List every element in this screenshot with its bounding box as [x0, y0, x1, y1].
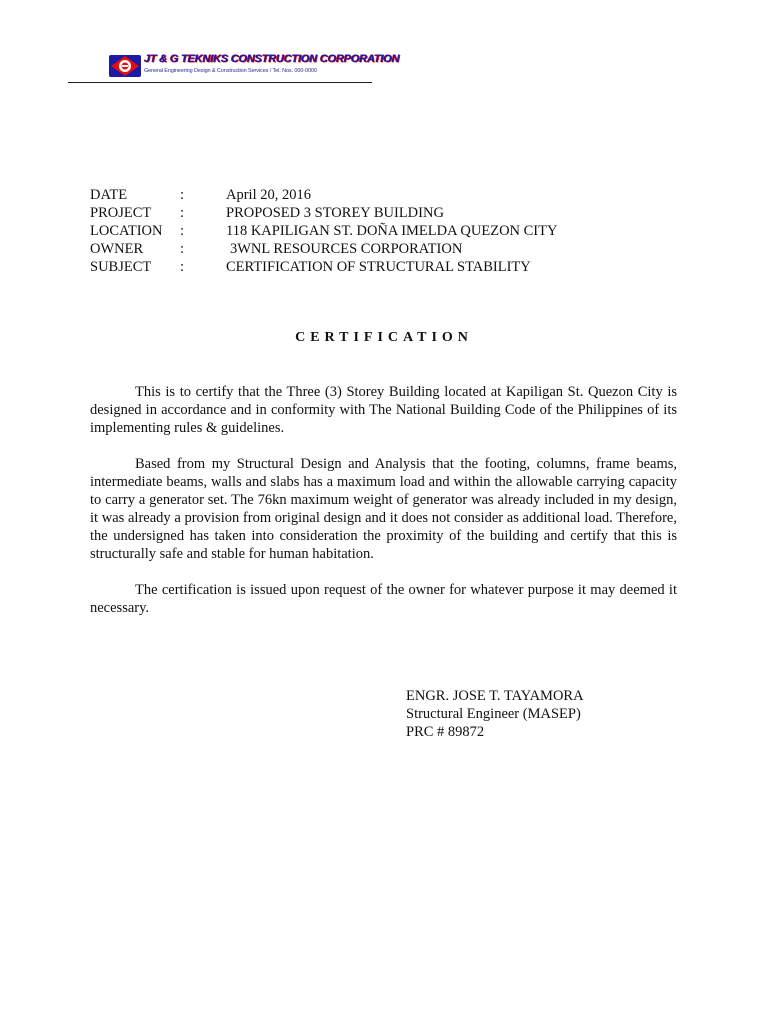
signatory-prc: PRC # 89872	[406, 724, 485, 740]
company-tagline: General Engineering Design & Construction Services / Tel. Nos. 000-0000	[144, 68, 317, 74]
info-colon: :	[180, 241, 185, 257]
info-colon: :	[180, 205, 185, 221]
certification-body	[90, 383, 677, 635]
info-value: 118 KAPILIGAN ST. DOÑA IMELDA QUEZON CITY	[226, 223, 558, 239]
info-label: PROJECT	[90, 205, 152, 221]
document-title: CERTIFICATION	[295, 330, 473, 345]
info-colon: :	[180, 187, 185, 203]
letterhead	[108, 50, 400, 80]
info-value: 3WNL RESOURCES CORPORATION	[230, 241, 463, 257]
info-colon: :	[180, 223, 185, 239]
info-label: SUBJECT	[90, 259, 152, 275]
signature-block	[406, 687, 584, 741]
company-logo-icon	[108, 54, 142, 78]
paragraph: This is to certify that the Three (3) Storey Building located at Kapiligan St. Quezon City is designed in accordance and in conformity with The National Building Code of the Philippines of its implementing rules & guidelines.	[90, 384, 677, 436]
info-value: CERTIFICATION OF STRUCTURAL STABILITY	[226, 259, 531, 275]
letterhead-divider	[68, 82, 372, 83]
signatory-name: ENGR. JOSE T. TAYAMORA	[406, 688, 584, 704]
info-label: OWNER	[90, 241, 144, 257]
info-value: April 20, 2016	[226, 187, 311, 203]
info-label: DATE	[90, 187, 128, 203]
signatory-position: Structural Engineer (MASEP)	[406, 706, 581, 722]
paragraph: The certification is issued upon request of the owner for whatever purpose it may deemed it necessary.	[90, 582, 677, 616]
info-label: LOCATION	[90, 223, 163, 239]
paragraph: Based from my Structural Design and Analysis that the footing, columns, frame beams, intermediate beams, walls and slabs has a maximum load and within the allowable carrying capacity to carry a generator set. The 76kn maximum weight of generator was already included in my design, it was already a provision from original design and it does not consider as additional load. Therefore, the undersigned has taken into consideration the proximity of the building and certify that this is structurally safe and stable for human habitation.	[90, 456, 677, 562]
info-colon: :	[180, 259, 185, 275]
info-value: PROPOSED 3 STOREY BUILDING	[226, 205, 444, 221]
company-name: JT & G TEKNIKS CONSTRUCTION CORPORATION	[144, 53, 400, 65]
